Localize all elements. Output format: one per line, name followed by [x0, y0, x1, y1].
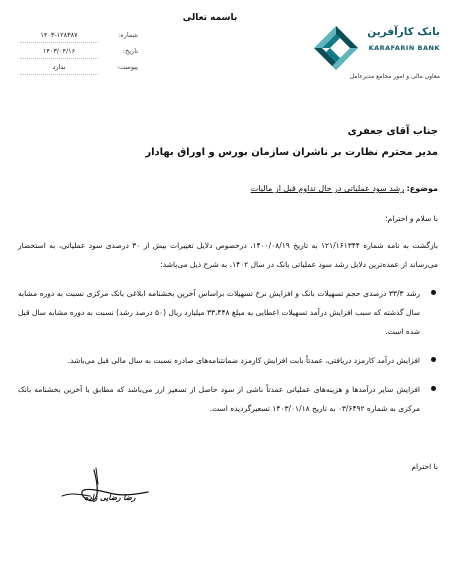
bullet-icon	[431, 386, 436, 391]
department-line: معاون مالی و امور مجامع مدیرعامل	[349, 73, 440, 80]
bank-name-persian: بانک کارآفرین	[367, 26, 440, 38]
list-item	[18, 380, 438, 418]
meta-attachment-value: ندارد	[20, 59, 98, 75]
intro-paragraph: بازگشت به نامه شماره ۱۲۱/۱۶۱۳۴۴ به تاریخ ۱۴۰۰/۰۸/۱۹، درخصوص دلایل تغییرات بیش از ۳۰ درصدی سود عملیاتی، به استحضار می‌رساند از عمده‌ترین دلایل رشد سود عملیاتی بانک در سال ۱۴۰۲، به شرح ذیل می‌باشد:	[18, 241, 438, 269]
list-item-text: افزایش درآمد کارمزد دریافتی، عمدتاً بابت افزایش کارمزد ضمانتنامه‌های صادره نسبت به سال مالی قبل می‌باشد.	[67, 356, 420, 365]
letter-meta	[20, 27, 138, 75]
basmala: باسمه تعالی	[182, 13, 238, 23]
recipient-title: مدیر محترم نظارت بر ناشران سازمان بورس و اوراق بهادار	[145, 147, 438, 158]
list-item	[18, 284, 438, 341]
signature-icon	[52, 466, 162, 516]
list-item-text: رشد ۳۳/۳ درصدی حجم تسهیلات بانک و افزایش نرخ تسهیلات براساس آخرین بخشنامه ابلاغی بانک مرکزی نسبت به دوره مشابه سال گذشته که سبب افزایش درآمد تسهیلات اعطایی به مبلغ ۳۳،۴۴۸ میلیارد ریال (۵۰ درصد رشد) نسبت به دوره مشابه سال قبل شده است.	[18, 289, 420, 336]
bullet-icon	[431, 290, 436, 295]
meta-date	[20, 43, 138, 59]
list-item	[18, 351, 438, 370]
signatory-name: رضا رضایی زاده	[84, 493, 136, 502]
meta-date-label: تاریخ:	[122, 47, 138, 55]
meta-attachment-label: پیوست:	[116, 63, 138, 71]
recipient-name: جناب آقای جعفری	[347, 126, 438, 137]
reasons-list	[18, 284, 438, 428]
subject-label: موضوع:	[406, 184, 438, 193]
greeting: با سلام و احترام؛	[385, 214, 438, 223]
bank-name-english: KARAFARIN BANK	[368, 44, 440, 52]
meta-number	[20, 27, 138, 43]
meta-attachment	[20, 59, 138, 75]
bullet-icon	[431, 357, 436, 362]
subject-line	[60, 184, 438, 193]
meta-number-value: ۱۴۰۳-۱۲۸۳۸۷	[20, 27, 98, 43]
meta-date-value: ۱۴۰۳/۰۴/۱۶	[20, 43, 98, 59]
subject-text: رشد سود عملیاتی در حال تداوم قبل از مالیات	[250, 184, 405, 193]
list-item-text: افزایش سایر درآمدها و هزینه‌های عملیاتی عمدتاً ناشی از سود حاصل از تسعیر ارز می‌باشد که مطابق با آخرین بخشنامه بانک مرکزی به شماره ۰۳/۶۴۹۲ به تاریخ ۱۴۰۳/۰۱/۱۸ تسعیرگردیده است.	[18, 385, 420, 413]
meta-number-label: شماره:	[118, 31, 138, 39]
closing: با احترام	[411, 462, 438, 471]
